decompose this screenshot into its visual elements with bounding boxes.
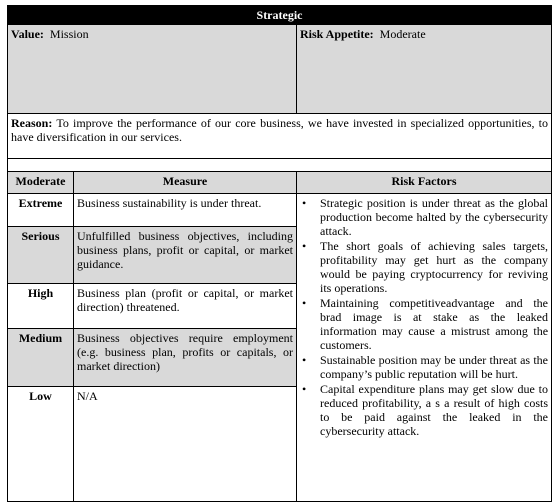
spacer-cell <box>8 159 552 172</box>
measure-medium: Business objectives require employment (e.g. business plan, profits or capitals, or market direction) <box>74 329 297 387</box>
spacer-row <box>8 159 552 172</box>
list-item <box>300 353 548 381</box>
risk-appetite-label: Risk Appetite: <box>300 27 374 41</box>
measure-high: Business plan (profit or capital, or market direction) threatened. <box>74 284 297 329</box>
risk-factors-cell <box>297 194 552 502</box>
risk-factor-text: The short goals of achieving sales targets, profitability may get hurt as the company would be paying cryptocurrency for reviving its operations. <box>320 239 549 295</box>
risk-factor-text: Capital expenditure plans may get slow due to reduced profitability, a s a result of high costs to be paid against the leaked in the cybersecurity attack. <box>320 382 549 438</box>
title-row <box>8 6 552 25</box>
list-item <box>300 239 548 295</box>
measure-low: N/A <box>74 387 297 502</box>
reason-text: To improve the performance of our core business, we have invested in specialized opportunities, to have diversification in our services. <box>11 116 549 144</box>
risk-factor-text: Strategic position is under threat as the global production become halted by the cybersecurity attack. <box>320 196 549 238</box>
reason-row <box>8 114 552 159</box>
header-level: Moderate <box>8 172 74 194</box>
list-item <box>300 382 548 438</box>
measure-serious: Unfulfilled business objectives, including business plans, profit or capital, or market guidance. <box>74 227 297 284</box>
list-item <box>300 296 548 352</box>
table-row-extreme <box>8 194 552 227</box>
risk-appetite-text: Moderate <box>379 27 426 41</box>
value-cell <box>8 25 297 114</box>
reason-label: Reason: <box>11 116 53 130</box>
risk-appetite-cell <box>297 25 552 114</box>
measure-extreme: Business sustainability is under threat. <box>74 194 297 227</box>
table-title: Strategic <box>8 6 552 25</box>
value-label: Value: <box>11 27 44 41</box>
bullet-icon: • <box>302 196 307 210</box>
risk-factor-text: Sustainable position may be under threat as the company’s public reputation will be hurt. <box>320 353 549 381</box>
reason-cell <box>8 114 552 159</box>
level-medium: Medium <box>8 329 74 387</box>
level-serious: Serious <box>8 227 74 284</box>
value-text: Mission <box>49 27 89 41</box>
bullet-icon: • <box>302 239 307 253</box>
risk-factors-list <box>300 196 548 438</box>
level-high: High <box>8 284 74 329</box>
level-low: Low <box>8 387 74 502</box>
level-extreme: Extreme <box>8 194 74 227</box>
risk-factor-text: Maintaining competitiveadvantage and the brad image is at stake as the leaked information may cause a mistrust among the customers. <box>320 296 549 352</box>
header-risk-factors: Risk Factors <box>297 172 552 194</box>
bullet-icon: • <box>302 382 307 396</box>
bullet-icon: • <box>302 296 307 310</box>
bullet-icon: • <box>302 353 307 367</box>
list-item <box>300 196 548 238</box>
value-appetite-row <box>8 25 552 114</box>
header-measure: Measure <box>74 172 297 194</box>
strategic-risk-table <box>7 5 552 502</box>
header-row <box>8 172 552 194</box>
